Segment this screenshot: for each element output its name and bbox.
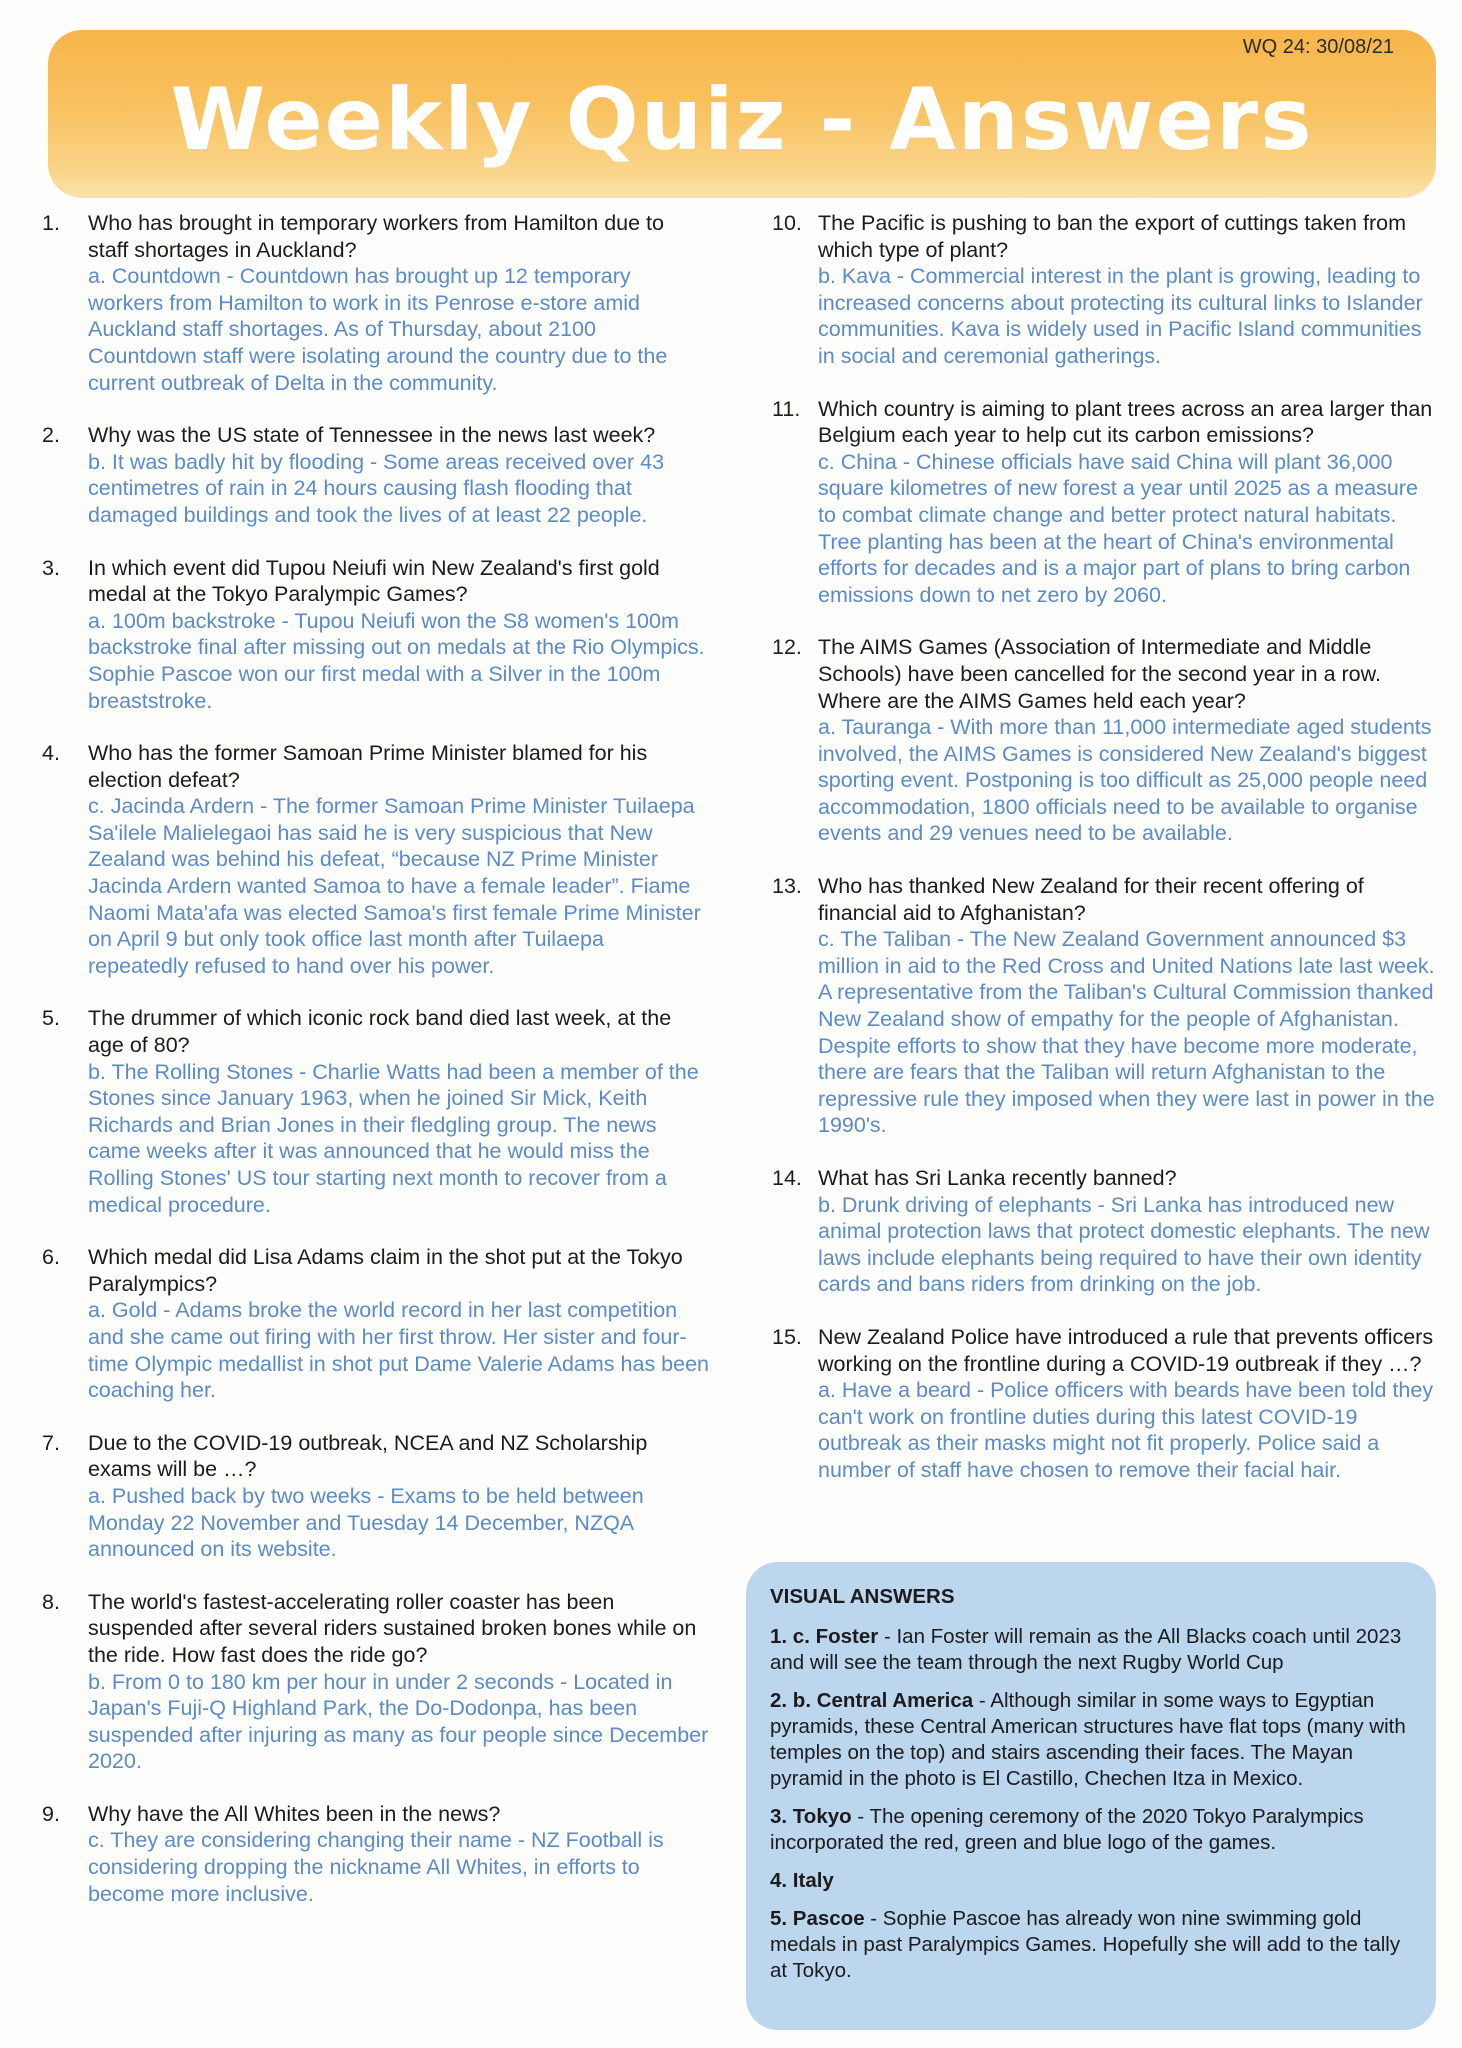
visual-answer-text: - Ian Foster will remain as the All Blacks coach until 2023 and will see the team through the next Rugby World Cup xyxy=(770,1625,1402,1674)
question-number: 7. xyxy=(42,1430,60,1455)
answer-text: a. Have a beard - Police officers with beards have been told they can't work on frontline duties during this latest COVID-19 outbreak as their masks might not fit properly. Police said a number of staff have chosen to remove their facial hair. xyxy=(818,1378,1434,1482)
question-number: 3. xyxy=(42,555,60,580)
quiz-item xyxy=(40,1005,710,1218)
title-banner xyxy=(48,30,1436,198)
answer-text: b. From 0 to 180 km per hour in under 2 seconds - Located in Japan's Fuji-Q Highland Park, the Do-Dodonpa, has been suspended after injuring as many as four people since December 2020. xyxy=(88,1669,709,1774)
visual-answer-key: 1. c. Foster xyxy=(770,1625,879,1648)
visual-answer-key: 5. Pascoe xyxy=(770,1907,865,1930)
visual-answer-item xyxy=(770,1868,1414,1894)
question-text: The Pacific is pushing to ban the export of cuttings taken from which type of plant? xyxy=(818,211,1406,262)
question-number: 9. xyxy=(42,1801,60,1826)
question-number: 2. xyxy=(42,423,60,448)
question-number: 10. xyxy=(772,211,802,235)
quiz-item xyxy=(40,422,710,528)
quiz-item xyxy=(770,634,1435,847)
visual-answer-item xyxy=(770,1906,1414,1984)
visual-answers-title: VISUAL ANSWERS xyxy=(770,1585,955,1608)
quiz-item xyxy=(770,396,1435,609)
question-text: In which event did Tupou Neiufi win New Zealand's first gold medal at the Tokyo Paralympic Games? xyxy=(88,555,660,607)
answer-text: b. Drunk driving of elephants - Sri Lanka has introduced new animal protection laws that protect domestic elephants. The new laws include elephants being required to have their own identity cards and bans riders from drinking on the job. xyxy=(818,1192,1430,1297)
question-text: Which country is aiming to plant trees across an area larger than Belgium each year to help cut its carbon emissions? xyxy=(818,396,1433,448)
question-text: Due to the COVID-19 outbreak, NCEA and NZ Scholarship exams will be …? xyxy=(88,1430,648,1482)
question-text: Who has thanked New Zealand for their recent offering of financial aid to Afghanistan? xyxy=(818,874,1364,925)
question-number: 15. xyxy=(772,1324,802,1349)
visual-answer-text: - The opening ceremony of the 2020 Tokyo Paralympics incorporated the red, green and blue logo of the games. xyxy=(770,1805,1364,1854)
question-number: 1. xyxy=(42,211,60,235)
question-text: New Zealand Police have introduced a rule that prevents officers working on the frontline during a COVID-19 outbreak if they …? xyxy=(818,1324,1434,1376)
answer-text: b. It was badly hit by flooding - Some areas received over 43 centimetres of rain in 24 hours causing flash flooding that damaged buildings and took the lives of at least 22 people. xyxy=(88,449,665,527)
quiz-item xyxy=(40,1430,710,1563)
question-text: Why was the US state of Tennessee in the news last week? xyxy=(88,423,656,448)
question-number: 14. xyxy=(772,1166,802,1190)
answer-text: c. Jacinda Ardern - The former Samoan Prime Minister Tuilaepa Sa'ilele Malielegaoi has said he is very suspicious that New Zealand was behind his defeat, “because NZ Prime Minister Jacinda Ardern wanted Samoa to have a female leader”. Fiame Naomi Mata'afa was elected Samoa's first female Prime Minister on April 9 but only took office last month after Tuilaepa repeatedly refused to hand over his power. xyxy=(88,794,701,978)
visual-answer-item xyxy=(770,1804,1414,1856)
question-text: What has Sri Lanka recently banned? xyxy=(818,1166,1177,1190)
visual-answer-text: - Sophie Pascoe has already won nine swimming gold medals in past Paralympics Games. Hopefully she will add to the tally at Tokyo. xyxy=(770,1907,1401,1982)
visual-answer-key: 2. b. Central America xyxy=(770,1689,974,1712)
question-number: 13. xyxy=(772,874,802,899)
question-text: Why have the All Whites been in the news? xyxy=(88,1801,501,1826)
quiz-item xyxy=(40,1244,710,1404)
visual-answer-item xyxy=(770,1688,1414,1792)
quiz-item xyxy=(40,555,710,715)
question-text: The world's fastest-accelerating roller coaster has been suspended after several riders sustained broken bones while on the ride. How fast does the ride go? xyxy=(88,1589,697,1667)
question-text: Who has brought in temporary workers from Hamilton due to staff shortages in Auckland? xyxy=(88,211,664,262)
answer-text: c. They are considering changing their name - NZ Football is considering dropping the nickname All Whites, in efforts to become more inclusive. xyxy=(88,1828,664,1906)
quiz-item xyxy=(40,1589,710,1775)
visual-answer-key: 3. Tokyo xyxy=(770,1805,852,1828)
answer-text: b. Kava - Commercial interest in the plant is growing, leading to increased concerns about protecting its cultural links to Islander communities. Kava is widely used in Pacific Island communities in social and ceremonial gatherings. xyxy=(818,264,1423,368)
issue-code: WQ 24: 30/08/21 xyxy=(1242,36,1394,58)
answer-text: a. 100m backstroke - Tupou Neiufi won the S8 women's 100m backstroke final after missing out on medals at the Rio Olympics. Sophie Pascoe won our first medal with a Silver in the 100m breaststroke. xyxy=(88,608,705,713)
answer-text: a. Tauranga - With more than 11,000 intermediate aged students involved, the AIMS Games is considered New Zealand's biggest sporting event. Postponing is too difficult as 25,000 people need accommodation, 1800 officials need to be available to organise events and 29 venues need to be available. xyxy=(818,715,1432,846)
right-column xyxy=(770,210,1435,1510)
question-number: 5. xyxy=(42,1006,60,1031)
quiz-item xyxy=(770,1165,1435,1298)
question-number: 11. xyxy=(772,396,801,421)
left-column xyxy=(40,210,710,1933)
question-text: Which medal did Lisa Adams claim in the shot put at the Tokyo Paralympics? xyxy=(88,1245,683,1296)
quiz-item xyxy=(40,740,710,979)
quiz-item xyxy=(770,1324,1435,1484)
quiz-item xyxy=(770,873,1435,1139)
quiz-item xyxy=(40,1801,710,1907)
visual-answer-text: - Although similar in some ways to Egyptian pyramids, these Central American structures have flat tops (many with temples on the top) and stairs ascending their faces. The Mayan pyramid in the photo is El Castillo, Chechen Itza in Mexico. xyxy=(770,1689,1406,1790)
visual-answers-box xyxy=(746,1562,1436,2030)
visual-answer-key: 4. Italy xyxy=(770,1869,834,1892)
quiz-item xyxy=(770,210,1435,370)
question-text: The drummer of which iconic rock band died last week, at the age of 80? xyxy=(88,1006,672,1058)
quiz-item xyxy=(40,210,710,396)
answer-text: c. The Taliban - The New Zealand Government announced $3 million in aid to the Red Cross and United Nations late last week. A representative from the Taliban's Cultural Commission thanked New Zealand show of empathy for the people of Afghanistan. Despite efforts to show that they have become more moderate, there are fears that the Taliban will return Afghanistan to the repressive rule they imposed when they were last in power in the 1990's. xyxy=(818,927,1435,1138)
answer-text: a. Gold - Adams broke the world record in her last competition and she came out firing with her first throw. Her sister and four-time Olympic medallist in shot put Dame Valerie Adams has been coaching her. xyxy=(88,1298,709,1403)
answer-text: b. The Rolling Stones - Charlie Watts had been a member of the Stones since January 1963, when he joined Sir Mick, Keith Richards and Brian Jones in their fledgling group. The news came weeks after it was announced that he would miss the Rolling Stones' US tour starting next month to recover from a medical procedure. xyxy=(88,1059,699,1217)
answer-text: c. China - Chinese officials have said China will plant 36,000 square kilometres of new forest a year until 2025 as a measure to combat climate change and better protect natural habitats. Tree planting has been at the heart of China's environmental efforts for decades and is a major part of plans to bring carbon emissions down to net zero by 2060. xyxy=(818,449,1418,607)
question-text: The AIMS Games (Association of Intermediate and Middle Schools) have been cancelled for the second year in a row. Where are the AIMS Games held each year? xyxy=(818,635,1381,713)
page-title: Weekly Quiz - Answers xyxy=(170,70,1314,170)
question-text: Who has the former Samoan Prime Minister blamed for his election defeat? xyxy=(88,741,648,792)
answer-text: a. Pushed back by two weeks - Exams to be held between Monday 22 November and Tuesday 14 December, NZQA announced on its website. xyxy=(88,1483,644,1562)
visual-answer-item xyxy=(770,1624,1414,1676)
answer-text: a. Countdown - Countdown has brought up 12 temporary workers from Hamilton to work in its Penrose e-store amid Auckland staff shortages. As of Thursday, about 2100 Countdown staff were isolating around the country due to the current outbreak of Delta in the community. xyxy=(88,264,668,395)
question-number: 8. xyxy=(42,1589,60,1614)
question-number: 12. xyxy=(772,635,802,660)
question-number: 4. xyxy=(42,741,60,766)
question-number: 6. xyxy=(42,1245,60,1270)
